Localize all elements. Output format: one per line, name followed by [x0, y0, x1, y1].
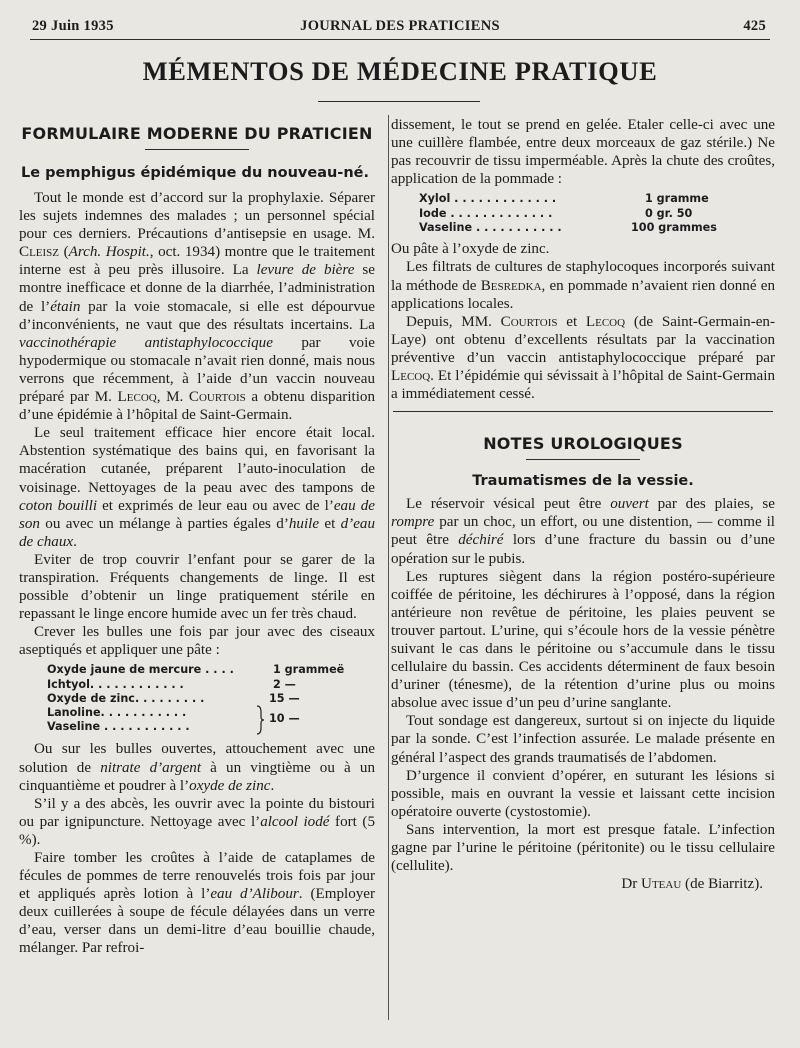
header-rule: [30, 39, 770, 40]
author-signature: Dr Uteau (de Biarritz).: [621, 876, 763, 893]
paragraph: Eviter de trop couvrir l’enfant pour se garer de la transpiration. Fréquents changements de linge. Il est possible d’obtenir un linge pratiquement stérile en repassant le linge encore humide avec un fer très chaud.: [19, 551, 375, 623]
recipe-row: Xylol . . . . . . . . . . . . . 1 gramme: [419, 192, 709, 206]
article-title-vessie: Traumatismes de la vessie.: [472, 473, 694, 490]
right-column: [391, 116, 775, 893]
section-title-formulaire: FORMULAIRE MODERNE DU PRATICIEN: [21, 124, 373, 143]
paragraph: Les ruptures siègent dans la région postéro-supérieure coiffée de péritoine, les déchirures à l’opposé, dans la région antérieure non revêtue de péritoine, les plaies peuvent se trouver partout. L’urine, qui s’écoule hors de la vessie pénètre suivant le cas dans le péritoine ou s’accumule dans le tissu cellulaire du bassin. Ces accidents déterminent de faux besoin d’uriner (ténesme), de la rétention d’urine plus ou moins absolue avec issue d’un peu d’urine sanglante.: [391, 568, 775, 712]
paragraph: Le seul traitement efficace hier encore était local. Abstention systématique des bains qui, en favorisant la macération cutanée, préparent l’auto-inoculation de voisinage. Nettoyages de la peau avec des tampons de coton bouilli et exprimés de leur eau ou avec de l’eau de son ou avec un mélange à parties égales d’huile et d’eau de chaux.: [19, 425, 375, 550]
paragraph: Les filtrats de cultures de staphylocoques incorporés suivant la méthode de Besredka, en pommade n’avaient rien donné en applications locales.: [391, 259, 775, 312]
issue-date: 29 Juin 1935: [32, 18, 114, 34]
brace-icon: [255, 705, 265, 735]
article-title-pemphigus: Le pemphigus épidémique du nouveau-né.: [21, 165, 369, 181]
recipe-group-amount: 10 —: [269, 712, 300, 726]
author-name: Uteau: [641, 876, 682, 893]
author-name: Lecoq: [117, 389, 157, 406]
recipe-pate: [47, 663, 347, 734]
author-name: Courtois: [188, 389, 246, 406]
author-name: Courtois: [500, 313, 558, 330]
author-name: Cleisz: [19, 244, 60, 261]
author-name: Lecoq: [391, 368, 431, 385]
section-title-urologiques: NOTES UROLOGIQUES: [483, 434, 683, 454]
author-name: Lecoq: [585, 313, 626, 330]
paragraph: D’urgence il convient d’opérer, en suturant les lésions si possible, mais en ouvrant la vessie et laissant cette incision opératoire ouverte (cystostomie).: [391, 767, 775, 820]
recipe-row: Oxyde jaune de mercure . . . . 1 grammeë: [47, 663, 345, 677]
page-number: 425: [743, 18, 766, 34]
paragraph: Le réservoir vésical peut être ouvert par des plaies, se rompre par un choc, un effort, ou une distention, — comme il peut être déchiré lors d’une fracture du bassin ou d’une opération sur le pubis.: [391, 496, 776, 567]
left-column: [19, 116, 375, 958]
paragraph: Sans intervention, la mort est presque fatale. L’infection gagne par l’urine le péritoine (péritonite) ou le tissu cellulaire (cellulite).: [391, 821, 775, 875]
recipe-pommade: [419, 192, 749, 236]
recipe-row: Iode . . . . . . . . . . . . . 0 gr. 50: [419, 206, 693, 220]
section-separator: [393, 411, 773, 412]
paragraph: dissement, le tout se prend en gelée. Etaler celle-ci avec une une cuillère flambée, entre deux morceaux de gaz stérile.) Ne pas recouvrir de tissu imperméable. Après la chute des croûtes, application de la pommade :: [391, 117, 775, 188]
title-rule: [318, 101, 480, 102]
paragraph: Ou pâte à l’oxyde de zinc.: [391, 241, 550, 258]
journal-title: JOURNAL DES PRATICIENS: [300, 18, 500, 34]
running-header: [30, 16, 770, 38]
recipe-row: Vaseline . . . . . . . . . . . 100 grammes: [419, 220, 717, 234]
paragraph: S’il y a des abcès, les ouvrir avec la pointe du bistouri ou par ignipuncture. Nettoyage avec l’alcool iodé fort (5 %).: [19, 795, 375, 848]
recipe-row: Lanoline. . . . . . . . . . .: [47, 706, 187, 719]
column-divider: [388, 115, 389, 1020]
paragraph: Tout sondage est dangereux, surtout si on injecte du liquide par la sonde. C’est l’infection assurée. Le malade présente en général l’aspect des grands traumatisés de l’abdomen.: [391, 713, 775, 766]
section-rule: [145, 149, 249, 150]
paragraph: Depuis, MM. Courtois et Lecoq (de Saint-Germain-en-Laye) ont obtenu d’excellents résultats par la vaccination préventive d’un vaccin antistaphylococcique préparé par Lecoq. Et l’épidémie qui sévissait à l’hôpital de Saint-Germain a immédiatement cessé.: [391, 313, 775, 403]
page-title: MÉMENTOS DE MÉDECINE PRATIQUE: [142, 56, 658, 86]
paragraph: Tout le monde est d’accord sur la prophylaxie. Séparer les sujets indemnes des malades ; un personnel spécial pour ces derniers. Précautions d’antisepsie en usage. M. Cleisz (Arch. Hospit., oct. 1934) montre que le traitement interne est à peu près illusoire. La levure de bière se montre inefficace et donne de la diarrhée, l’administration de l’étain par la voie stomacale, si elle est dépourvue d’inconvénients, ne vaut que des résultats incertains. La vaccinothérapie antistaphylococcique par voie hypodermique ou stomacale n’avait rien donné, mais nous verrons que récemment, à l’aide d’un vaccin nouveau préparé par M. Lecoq, M. Courtois a obtenu disparition d’une épidémie à l’hôpital de Saint-Germain.: [19, 190, 375, 424]
recipe-row: Ichtyol. . . . . . . . . . . . 2 —: [47, 677, 296, 691]
recipe-row: Vaseline . . . . . . . . . . .: [47, 720, 190, 734]
paragraph: Crever les bulles une fois par jour avec des ciseaux aseptiqués et appliquer une pâte :: [19, 624, 375, 659]
paragraph: Faire tomber les croûtes à l’aide de cataplames de fécules de pommes de terre renouvelés trois fois par jour et appliqués après lotion à l’eau d’Alibour. (Employer deux cuillerées à soupe de fécule délayées dans un verre d’eau, verser dans un demi-litre d’eau bouillie chaude, mélanger. Par refroi-: [19, 850, 376, 957]
author-name: Besredka: [480, 277, 542, 294]
paragraph: Ou sur les bulles ouvertes, attouchement avec une solution de nitrate d’argent à un vingtième ou à un cinquantième et poudrer à l’oxyde de zinc.: [19, 741, 375, 794]
recipe-row: Oxyde de zinc. . . . . . . . . 15 —: [47, 691, 300, 705]
section-rule: [526, 459, 640, 460]
